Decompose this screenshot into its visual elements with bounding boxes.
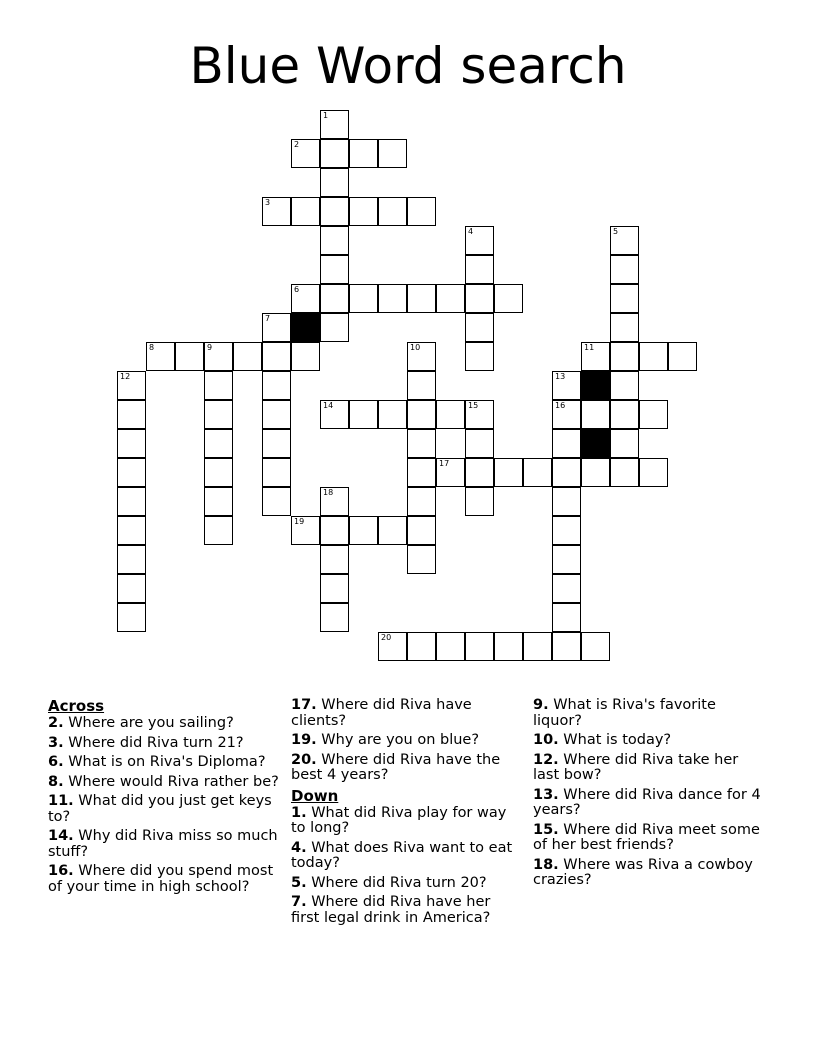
- grid-cell[interactable]: [639, 342, 668, 371]
- grid-cell[interactable]: [320, 139, 349, 168]
- grid-cell[interactable]: [291, 197, 320, 226]
- clue-text: Where did Riva take her last bow?: [533, 751, 739, 783]
- grid-cell[interactable]: [117, 400, 146, 429]
- grid-cell[interactable]: [523, 632, 552, 661]
- grid-cell[interactable]: [320, 313, 349, 342]
- grid-cell[interactable]: [320, 487, 349, 516]
- across-clue: [291, 733, 523, 749]
- grid-cell[interactable]: [610, 313, 639, 342]
- grid-cell[interactable]: [436, 400, 465, 429]
- grid-cell[interactable]: [262, 487, 291, 516]
- grid-cell[interactable]: [204, 371, 233, 400]
- grid-cell[interactable]: [117, 371, 146, 400]
- grid-cell[interactable]: [465, 487, 494, 516]
- cell-number: 19: [294, 517, 305, 526]
- across-clue: [48, 716, 280, 732]
- grid-cell[interactable]: [668, 342, 697, 371]
- cell-number: 6: [294, 285, 300, 294]
- grid-cell[interactable]: [465, 458, 494, 487]
- grid-cell[interactable]: [320, 574, 349, 603]
- down-clue: [533, 858, 765, 889]
- clue-text: What is today?: [558, 732, 672, 748]
- across-clue: [48, 829, 280, 860]
- grid-cell[interactable]: [436, 458, 465, 487]
- black-cell: [581, 371, 610, 400]
- cell-number: 18: [323, 488, 334, 497]
- puzzle-title: Blue Word search: [189, 37, 627, 95]
- clue-number: 11.: [48, 793, 74, 809]
- grid-cell[interactable]: [552, 632, 581, 661]
- down-clue: [291, 876, 523, 892]
- grid-cell[interactable]: [465, 429, 494, 458]
- clue-number: 15.: [533, 821, 559, 838]
- grid-cell[interactable]: [436, 284, 465, 313]
- clue-number: 4.: [291, 839, 307, 856]
- grid-cell[interactable]: [204, 342, 233, 371]
- clue-number: 2.: [48, 715, 64, 731]
- across-clue: [48, 864, 280, 895]
- clues-column-3: [533, 698, 765, 893]
- clue-text: Why did Riva miss so much stuff?: [48, 828, 278, 860]
- clue-text: Where did Riva turn 20?: [306, 874, 487, 891]
- down-clue: [291, 841, 523, 872]
- grid-cell[interactable]: [117, 429, 146, 458]
- grid-cell[interactable]: [494, 632, 523, 661]
- grid-cell[interactable]: [581, 400, 610, 429]
- grid-cell[interactable]: [552, 400, 581, 429]
- cell-number: 2: [294, 140, 300, 149]
- grid-cell[interactable]: [523, 458, 552, 487]
- clue-text: Where did Riva turn 21?: [63, 734, 244, 751]
- grid-cell[interactable]: [349, 284, 378, 313]
- grid-cell[interactable]: [407, 371, 436, 400]
- clue-number: 13.: [533, 786, 559, 803]
- across-clue: [48, 794, 280, 825]
- grid-cell[interactable]: [349, 400, 378, 429]
- grid-cell[interactable]: [639, 458, 668, 487]
- down-clue: [533, 788, 765, 819]
- grid-cell[interactable]: [552, 545, 581, 574]
- grid-cell[interactable]: [320, 168, 349, 197]
- cell-number: 3: [265, 198, 271, 207]
- clue-number: 18.: [533, 856, 559, 873]
- grid-cell[interactable]: [262, 429, 291, 458]
- clue-text: What did you just get keys to?: [48, 793, 272, 825]
- clue-text: Where would Riva rather be?: [63, 773, 279, 790]
- grid-cell[interactable]: [291, 284, 320, 313]
- across-clue: [291, 698, 523, 729]
- cell-number: 20: [381, 633, 392, 642]
- clue-number: 6.: [48, 754, 64, 770]
- clue-number: 1.: [291, 804, 307, 821]
- grid-cell[interactable]: [407, 516, 436, 545]
- grid-cell[interactable]: [552, 458, 581, 487]
- grid-cell[interactable]: [204, 458, 233, 487]
- grid-cell[interactable]: [465, 255, 494, 284]
- grid-cell[interactable]: [320, 400, 349, 429]
- down-clue: [291, 806, 523, 837]
- grid-cell[interactable]: [291, 139, 320, 168]
- grid-cell[interactable]: [320, 255, 349, 284]
- grid-cell[interactable]: [117, 487, 146, 516]
- grid-cell[interactable]: [407, 197, 436, 226]
- down-clue: [533, 698, 765, 729]
- grid-cell[interactable]: [407, 632, 436, 661]
- grid-cell[interactable]: [407, 458, 436, 487]
- grid-cell[interactable]: [349, 516, 378, 545]
- grid-cell[interactable]: [349, 197, 378, 226]
- clue-text: Where was Riva a cowboy crazies?: [533, 856, 753, 888]
- grid-cell[interactable]: [581, 458, 610, 487]
- grid-cell[interactable]: [552, 516, 581, 545]
- across-header: Across: [48, 697, 105, 715]
- clue-text: Where are you sailing?: [63, 715, 234, 731]
- cell-number: 11: [584, 343, 595, 352]
- grid-cell[interactable]: [378, 197, 407, 226]
- grid-cell[interactable]: [320, 516, 349, 545]
- clue-number: 10.: [533, 732, 559, 748]
- down-clue: [533, 733, 765, 749]
- across-clue: [291, 753, 523, 784]
- across-clue: [48, 755, 280, 771]
- clue-number: 3.: [48, 734, 64, 751]
- grid-cell[interactable]: [262, 400, 291, 429]
- clue-number: 5.: [291, 874, 307, 891]
- grid-cell[interactable]: [465, 284, 494, 313]
- grid-cell[interactable]: [378, 139, 407, 168]
- grid-cell[interactable]: [262, 197, 291, 226]
- grid-cell[interactable]: [378, 632, 407, 661]
- down-header: Down: [291, 786, 339, 805]
- grid-cell[interactable]: [407, 342, 436, 371]
- grid-cell[interactable]: [146, 342, 175, 371]
- grid-cell[interactable]: [262, 313, 291, 342]
- cell-number: 5: [613, 227, 619, 236]
- grid-cell[interactable]: [349, 139, 378, 168]
- grid-cell[interactable]: [552, 429, 581, 458]
- cell-number: 13: [555, 372, 566, 381]
- grid-cell[interactable]: [320, 226, 349, 255]
- clue-number: 17.: [291, 697, 317, 713]
- grid-cell[interactable]: [320, 284, 349, 313]
- grid-cell[interactable]: [117, 574, 146, 603]
- grid-cell[interactable]: [407, 429, 436, 458]
- grid-cell[interactable]: [552, 603, 581, 632]
- across-clue: [48, 775, 280, 791]
- grid-cell[interactable]: [291, 342, 320, 371]
- grid-cell[interactable]: [320, 110, 349, 139]
- grid-cell[interactable]: [117, 516, 146, 545]
- grid-cell[interactable]: [204, 516, 233, 545]
- grid-cell[interactable]: [407, 284, 436, 313]
- clue-number: 19.: [291, 732, 317, 748]
- grid-cell[interactable]: [117, 603, 146, 632]
- cell-number: 16: [555, 401, 566, 410]
- cell-number: 12: [120, 372, 131, 381]
- grid-cell[interactable]: [436, 632, 465, 661]
- clue-text: What is Riva's favorite liquor?: [533, 697, 716, 729]
- clue-number: 20.: [291, 751, 317, 768]
- grid-cell[interactable]: [320, 545, 349, 574]
- clue-text: What does Riva want to eat today?: [291, 839, 513, 871]
- grid-cell[interactable]: [610, 226, 639, 255]
- grid-cell[interactable]: [320, 603, 349, 632]
- clue-text: Where did Riva dance for 4 years?: [533, 786, 761, 818]
- grid-cell[interactable]: [204, 487, 233, 516]
- cell-number: 9: [207, 343, 213, 352]
- cell-number: 8: [149, 343, 155, 352]
- grid-cell[interactable]: [233, 342, 262, 371]
- grid-cell[interactable]: [581, 342, 610, 371]
- clue-number: 16.: [48, 863, 74, 879]
- grid-cell[interactable]: [378, 516, 407, 545]
- grid-cell[interactable]: [610, 342, 639, 371]
- grid-cell[interactable]: [407, 487, 436, 516]
- grid-cell[interactable]: [204, 400, 233, 429]
- down-clue: [533, 753, 765, 784]
- grid-cell[interactable]: [610, 429, 639, 458]
- clue-text: Where did Riva have her first legal drink in America?: [291, 894, 491, 926]
- clue-text: Where did Riva have the best 4 years?: [291, 751, 501, 783]
- grid-cell[interactable]: [262, 458, 291, 487]
- grid-cell[interactable]: [378, 400, 407, 429]
- clue-number: 14.: [48, 828, 74, 844]
- clue-text: Where did you spend most of your time in high school?: [48, 863, 274, 895]
- clue-text: What did Riva play for way to long?: [291, 804, 507, 836]
- cell-number: 10: [410, 343, 421, 352]
- grid-cell[interactable]: [465, 313, 494, 342]
- grid-cell[interactable]: [610, 371, 639, 400]
- grid-cell[interactable]: [320, 197, 349, 226]
- grid-cell[interactable]: [407, 400, 436, 429]
- grid-cell[interactable]: [465, 632, 494, 661]
- cell-number: 1: [323, 111, 329, 120]
- clue-text: Where did Riva meet some of her best friends?: [533, 821, 760, 853]
- grid-cell[interactable]: [117, 545, 146, 574]
- clue-number: 7.: [291, 894, 307, 910]
- clue-number: 8.: [48, 773, 64, 790]
- clues-column-2: [291, 698, 523, 930]
- across-clue: [48, 736, 280, 752]
- grid-cell[interactable]: [610, 458, 639, 487]
- grid-cell[interactable]: [610, 284, 639, 313]
- black-cell: [581, 429, 610, 458]
- clue-number: 12.: [533, 751, 559, 768]
- grid-cell[interactable]: [117, 458, 146, 487]
- grid-cell[interactable]: [552, 574, 581, 603]
- cell-number: 7: [265, 314, 271, 323]
- down-clue: [533, 823, 765, 854]
- down-clue: [291, 895, 523, 926]
- grid-cell[interactable]: [639, 400, 668, 429]
- grid-cell[interactable]: [465, 226, 494, 255]
- cell-number: 14: [323, 401, 334, 410]
- grid-cell[interactable]: [378, 284, 407, 313]
- grid-cell[interactable]: [407, 545, 436, 574]
- grid-cell[interactable]: [291, 516, 320, 545]
- grid-cell[interactable]: [465, 400, 494, 429]
- grid-cell[interactable]: [552, 487, 581, 516]
- black-cell: [291, 313, 320, 342]
- clue-number: 9.: [533, 697, 549, 713]
- clues-column-1: [48, 698, 280, 899]
- clue-text: Why are you on blue?: [316, 732, 480, 748]
- cell-number: 17: [439, 459, 450, 468]
- cell-number: 15: [468, 401, 479, 410]
- grid-cell[interactable]: [552, 371, 581, 400]
- clue-text: What is on Riva's Diploma?: [63, 754, 266, 770]
- grid-cell[interactable]: [494, 458, 523, 487]
- grid-cell[interactable]: [204, 429, 233, 458]
- grid-cell[interactable]: [610, 255, 639, 284]
- grid-cell[interactable]: [581, 632, 610, 661]
- grid-cell[interactable]: [465, 342, 494, 371]
- grid-cell[interactable]: [262, 371, 291, 400]
- cell-number: 4: [468, 227, 474, 236]
- clue-text: Where did Riva have clients?: [291, 697, 472, 729]
- grid-cell[interactable]: [262, 342, 291, 371]
- grid-cell[interactable]: [494, 284, 523, 313]
- grid-cell[interactable]: [610, 400, 639, 429]
- grid-cell[interactable]: [175, 342, 204, 371]
